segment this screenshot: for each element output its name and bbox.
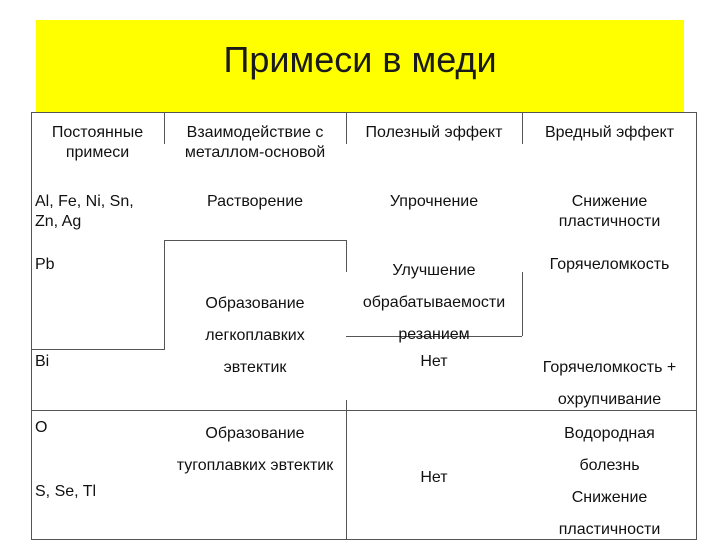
slide-title: Примеси в меди	[223, 39, 497, 80]
impurity-cell: Bi	[35, 353, 50, 370]
harmful-cell: Горячеломкость + охрупчивание	[542, 359, 677, 408]
table-top-border	[31, 112, 697, 113]
impurity-cell: Al, Fe, Ni, Sn, Zn, Ag	[35, 193, 134, 230]
interaction-cell: Образование тугоплавких эвтектик	[176, 425, 334, 474]
row-separator	[164, 240, 346, 241]
header-interaction: Взаимодействие с металлом-основой	[184, 124, 326, 161]
useful-cell: Упрочнение	[389, 193, 479, 210]
useful-cell: Улучшение обрабатываемости резанием	[362, 262, 506, 343]
interaction-cell: Растворение	[206, 193, 304, 210]
harmful-cell: Водородная болезнь Снижение пластичности	[558, 425, 661, 538]
impurity-cell: O	[35, 419, 48, 436]
impurity-cell: S, Se, Tl	[35, 483, 97, 500]
header-harmful: Вредный эффект	[544, 124, 675, 141]
useful-cell: Нет	[420, 469, 448, 486]
interaction-cell: Образование легкоплавких эвтектик	[205, 295, 305, 376]
useful-cell: Нет	[420, 353, 448, 370]
header-impurities: Постоянные примеси	[51, 124, 144, 161]
row-separator	[31, 349, 164, 350]
header-useful: Полезный эффект	[365, 124, 503, 141]
harmful-cell: Снижение пластичности	[558, 193, 661, 230]
impurity-cell: Pb	[35, 256, 55, 273]
col-separator	[522, 272, 523, 336]
harmful-cell: Горячеломкость	[549, 256, 670, 273]
table-left-border	[31, 112, 32, 540]
impurities-table	[31, 112, 697, 540]
